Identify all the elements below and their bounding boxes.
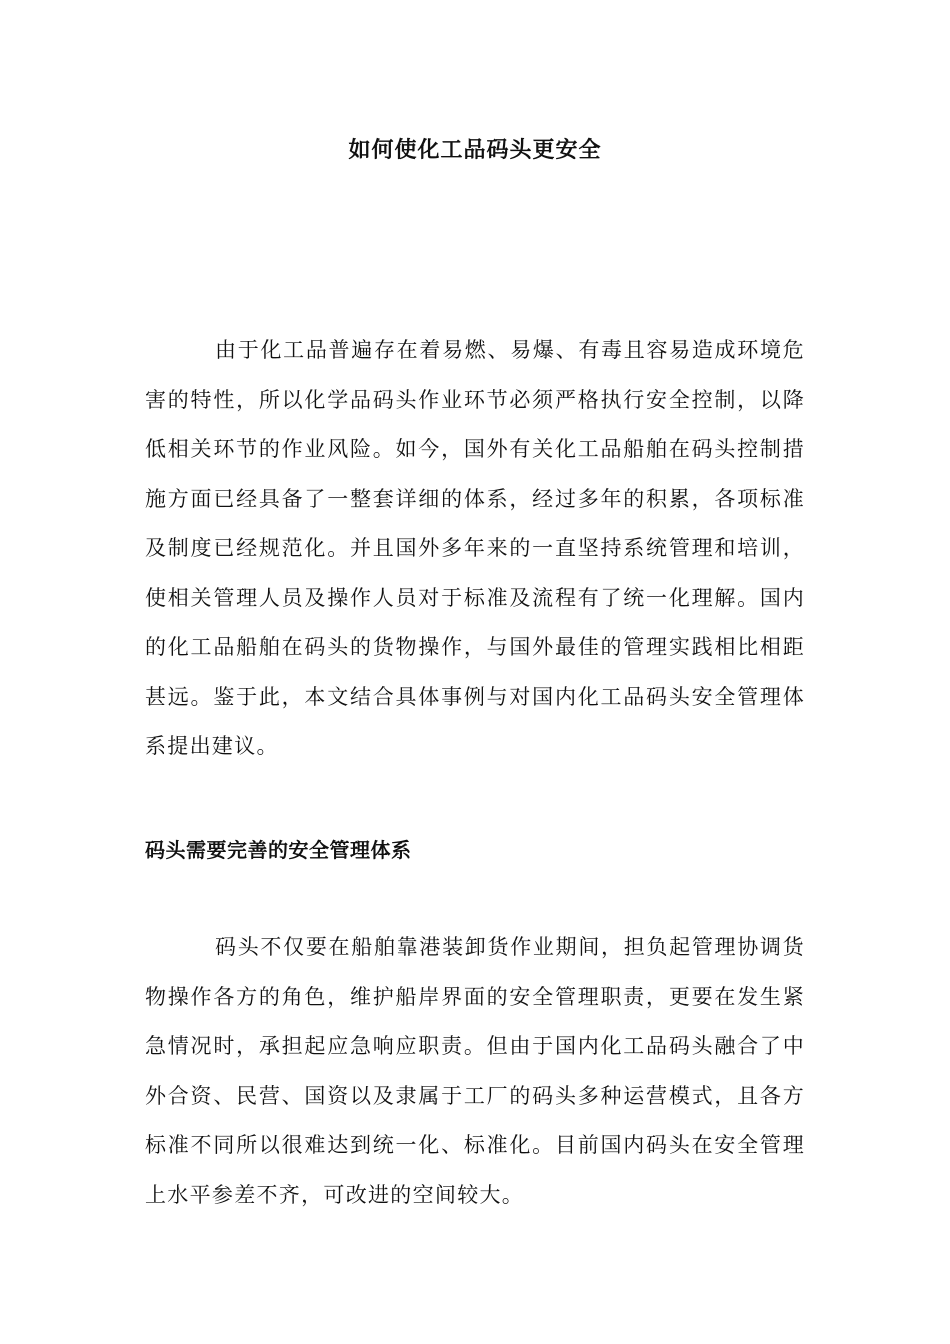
section-paragraph: 码头不仅要在船舶靠港装卸货作业期间，担负起管理协调货物操作各方的角色，维护船岸界面的安全管理职责，更要在发生紧急情况时，承担起应急响应职责。但由于国内化工品码头融合了中外合资、民营、国资以及隶属于工厂的码头多种运营模式，且各方标准不同所以很难达到统一化、标准化。目前国内码头在安全管理上水平参差不齐，可改进的空间较大。: [145, 935, 805, 1207]
document-title: 如何使化工品码头更安全: [348, 137, 602, 163]
section-heading: 码头需要完善的安全管理体系: [145, 838, 412, 862]
intro-paragraph: 由于化工品普遍存在着易燃、易爆、有毒且容易造成环境危害的特性，所以化学品码头作业环节必须严格执行安全控制，以降低相关环节的作业风险。如今，国外有关化工品船舶在码头控制措施方面已经具备了一整套详细的体系，经过多年的积累，各项标准及制度已经规范化。并且国外多年来的一直坚持系统管理和培训，使相关管理人员及操作人员对于标准及流程有了统一化理解。国内的化工品船舶在码头的货物操作，与国外最佳的管理实践相比相距甚远。鉴于此，本文结合具体事例与对国内化工品码头安全管理体系提出建议。: [145, 338, 805, 758]
